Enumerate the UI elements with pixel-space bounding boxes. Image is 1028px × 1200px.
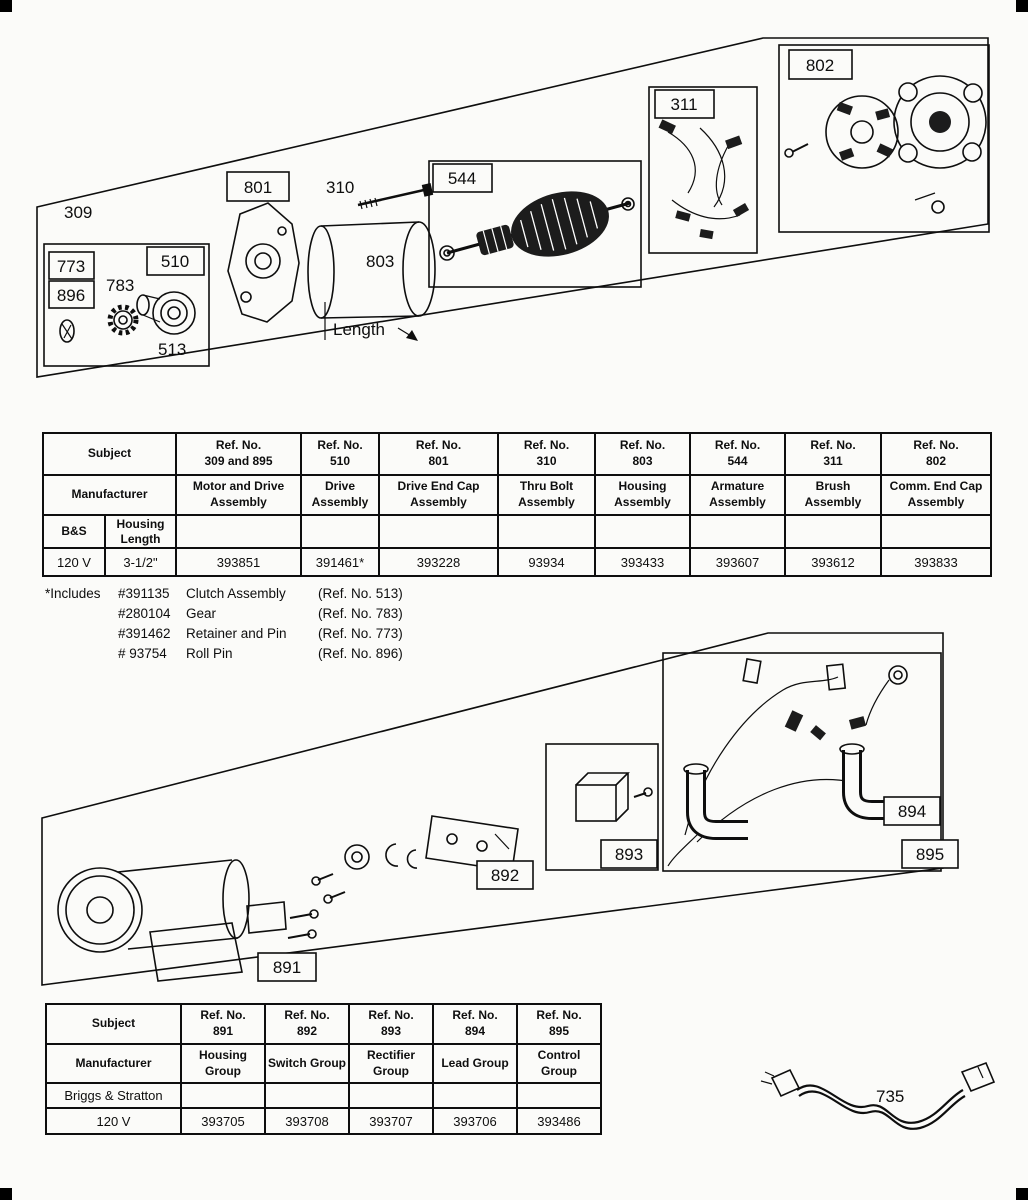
table2-name-header: Lead Group [433, 1044, 517, 1083]
ref-no-line: Ref. No. [452, 1008, 498, 1023]
table1-part-number-cell: 393433 [595, 548, 690, 576]
ref-id-line: 311 [823, 454, 843, 468]
table1-name-header: Housing Assembly [595, 475, 690, 515]
brush-assembly-drawing [659, 119, 750, 239]
table1-housing-length-label-cell: Housing Length [105, 515, 176, 548]
empty-cell [785, 515, 881, 548]
table1-part-number-cell: 393607 [690, 548, 785, 576]
ref-id-line: 801 [428, 454, 449, 468]
ref-no-line: Ref. No. [415, 438, 462, 453]
rectifier-drawing [576, 773, 652, 821]
table1-ref-header-310 [498, 433, 595, 475]
table1-part-number-cell: 393612 [785, 548, 881, 576]
ref-no-line: Ref. No. [317, 438, 363, 453]
footnote-name: Gear [186, 606, 217, 621]
part-label-311: 311 [670, 95, 698, 114]
table2-voltage-cell: 120 V [46, 1108, 181, 1134]
table1-ref-header-544 [690, 433, 785, 475]
empty-cell [517, 1083, 601, 1108]
table2-name-header: Housing Group [181, 1044, 265, 1083]
table2-ref-header-891 [181, 1004, 265, 1044]
empty-cell [301, 515, 379, 548]
table2-ref-header-893 [349, 1004, 433, 1044]
empty-cell [265, 1083, 349, 1108]
comm-end-cap-drawing [785, 76, 986, 213]
empty-cell [498, 515, 595, 548]
footnote-name: Clutch Assembly [186, 586, 286, 601]
thru-bolt-drawing [358, 183, 433, 209]
footnote-part: #280104 [118, 606, 171, 621]
table1-part-number-cell: 393833 [881, 548, 991, 576]
table1-voltage-cell: 120 V [43, 548, 105, 576]
table2-name-header: Control Group [517, 1044, 601, 1083]
table1-subject-header: Subject [43, 433, 176, 475]
footnote-name: Roll Pin [186, 646, 233, 661]
table1-name-header: Motor and Drive Assembly [176, 475, 301, 515]
table1-part-number-cell: 393851 [176, 548, 301, 576]
empty-cell [595, 515, 690, 548]
part-label-893: 893 [614, 845, 644, 864]
table2-subject-header: Subject [46, 1004, 181, 1044]
diagram2-border [42, 633, 943, 985]
empty-cell [433, 1083, 517, 1108]
table1-ref-header-510 [301, 433, 379, 475]
ref-id-line: 894 [464, 1024, 486, 1038]
table1-name-header: Drive Assembly [301, 475, 379, 515]
part-label-510: 510 [160, 252, 190, 271]
scan-corner-mark [1016, 0, 1028, 12]
ref-id-line: 510 [329, 454, 351, 468]
footnote-ref: (Ref. No. 896) [318, 646, 403, 661]
roll-pin-drawing [60, 320, 74, 342]
part-label-891: 891 [272, 958, 302, 977]
brush-group-box [649, 87, 757, 253]
ref-id-line: 309 and 895 [204, 454, 273, 468]
part-label-894: 894 [897, 802, 927, 821]
armature-drawing [440, 181, 634, 267]
ref-no-line: Ref. No. [810, 438, 856, 453]
ref-no-line: Ref. No. [536, 1008, 582, 1023]
scan-corner-mark [0, 0, 12, 12]
table1-ref-header-803 [595, 433, 690, 475]
table2-name-row [46, 1044, 601, 1083]
empty-cell [349, 1083, 433, 1108]
table2-values-row [46, 1108, 601, 1134]
table2-manufacturer-header: Manufacturer [46, 1044, 181, 1083]
table1-ref-header-801 [379, 433, 498, 475]
empty-cell [379, 515, 498, 548]
scan-corner-mark [1016, 1188, 1028, 1200]
table1-name-header: Armature Assembly [690, 475, 785, 515]
footnote-line [45, 584, 403, 604]
table1-part-number-cell: 391461* [301, 548, 379, 576]
ref-no-line: Ref. No. [523, 438, 570, 453]
table1-name-header: Comm. End Cap Assembly [881, 475, 991, 515]
ref-no-line: Ref. No. [284, 1008, 330, 1023]
ref-id-line: 310 [536, 454, 557, 468]
part-label-773: 773 [56, 257, 86, 276]
table2-part-number-cell: 393705 [181, 1108, 265, 1134]
table2-ref-header-892 [265, 1004, 349, 1044]
table2-ref-header-894 [433, 1004, 517, 1044]
control-group-drawing [668, 659, 907, 866]
ref-id-line: 803 [632, 454, 653, 468]
ref-no-line: Ref. No. [619, 438, 666, 453]
ref-no-line: Ref. No. [913, 438, 959, 453]
footnote-ref: (Ref. No. 513) [318, 586, 403, 601]
table1-name-row [43, 475, 991, 515]
empty-cell [881, 515, 991, 548]
table1-part-number-cell: 93934 [498, 548, 595, 576]
part-label-309: 309 [64, 203, 93, 222]
clutch-drawing [137, 292, 195, 334]
empty-cell [690, 515, 785, 548]
table1-name-header: Brush Assembly [785, 475, 881, 515]
ref-id-line: 895 [548, 1024, 570, 1038]
table1-housing-length-value-cell: 3-1/2" [105, 548, 176, 576]
footnote-name: Retainer and Pin [186, 626, 287, 641]
switch-group-drawing [312, 816, 518, 903]
table1-values-row [43, 548, 991, 576]
footnote-part: #391135 [118, 586, 170, 601]
table1-name-header: Thru Bolt Assembly [498, 475, 595, 515]
table2-name-header: Rectifier Group [349, 1044, 433, 1083]
table2-brand-row [46, 1083, 601, 1108]
part-label-544: 544 [447, 169, 477, 188]
part-label-783: 783 [106, 276, 135, 295]
table1-brand-cell: B&S [43, 515, 105, 548]
empty-cell [176, 515, 301, 548]
ref-no-line: Ref. No. [714, 438, 761, 453]
footnote-ref: (Ref. No. 773) [318, 626, 403, 641]
ref-id-line: 544 [727, 454, 748, 468]
table2-ref-header-895 [517, 1004, 601, 1044]
footnote-ref: (Ref. No. 783) [318, 606, 403, 621]
ref-id-line: 802 [925, 454, 947, 468]
table1-ref-header-802 [881, 433, 991, 475]
footnote-part: # 93754 [118, 646, 167, 661]
ref-id-line: 891 [212, 1024, 234, 1038]
scan-corner-mark [0, 1188, 12, 1200]
table1-ref-header-309-895 [176, 433, 301, 475]
drive-end-cap-drawing [228, 203, 299, 322]
diagram1-border [37, 38, 988, 377]
ref-id-line: 892 [296, 1024, 318, 1038]
starter-motor-exploded-diagram [0, 0, 1028, 418]
motor-parts-table [42, 432, 992, 577]
part-label-801: 801 [243, 178, 273, 197]
table1-ref-header-311 [785, 433, 881, 475]
table2-part-number-cell: 393707 [349, 1108, 433, 1134]
length-label: Length [333, 320, 385, 339]
part-label-895: 895 [915, 845, 945, 864]
part-label-802: 802 [805, 56, 835, 75]
table2-name-header: Switch Group [265, 1044, 349, 1083]
table1-ref-row [43, 433, 991, 475]
table1-name-header: Drive End Cap Assembly [379, 475, 498, 515]
part-label-892: 892 [490, 866, 520, 885]
gear-drawing [110, 307, 136, 333]
table2-brand-cell: Briggs & Stratton [46, 1083, 181, 1108]
ref-id-line: 893 [380, 1024, 402, 1038]
table2-part-number-cell: 393486 [517, 1108, 601, 1134]
table2-part-number-cell: 393706 [433, 1108, 517, 1134]
ref-no-line: Ref. No. [368, 1008, 414, 1023]
table2-ref-row [46, 1004, 601, 1044]
footnote-prefix: *Includes [45, 586, 101, 601]
table1-brand-row [43, 515, 991, 548]
empty-cell [181, 1083, 265, 1108]
part-label-896: 896 [56, 286, 86, 305]
ref-no-line: Ref. No. [215, 438, 262, 453]
control-parts-table [45, 1003, 602, 1135]
table1-manufacturer-header: Manufacturer [43, 475, 176, 515]
ref-no-line: Ref. No. [200, 1008, 246, 1023]
part-label-513: 513 [158, 340, 187, 359]
table2-part-number-cell: 393708 [265, 1108, 349, 1134]
part-label-803: 803 [366, 252, 395, 271]
part-label-310: 310 [326, 178, 355, 197]
footnote-part: #391462 [118, 626, 171, 641]
part-label-735: 735 [876, 1087, 905, 1106]
table1-part-number-cell: 393228 [379, 548, 498, 576]
